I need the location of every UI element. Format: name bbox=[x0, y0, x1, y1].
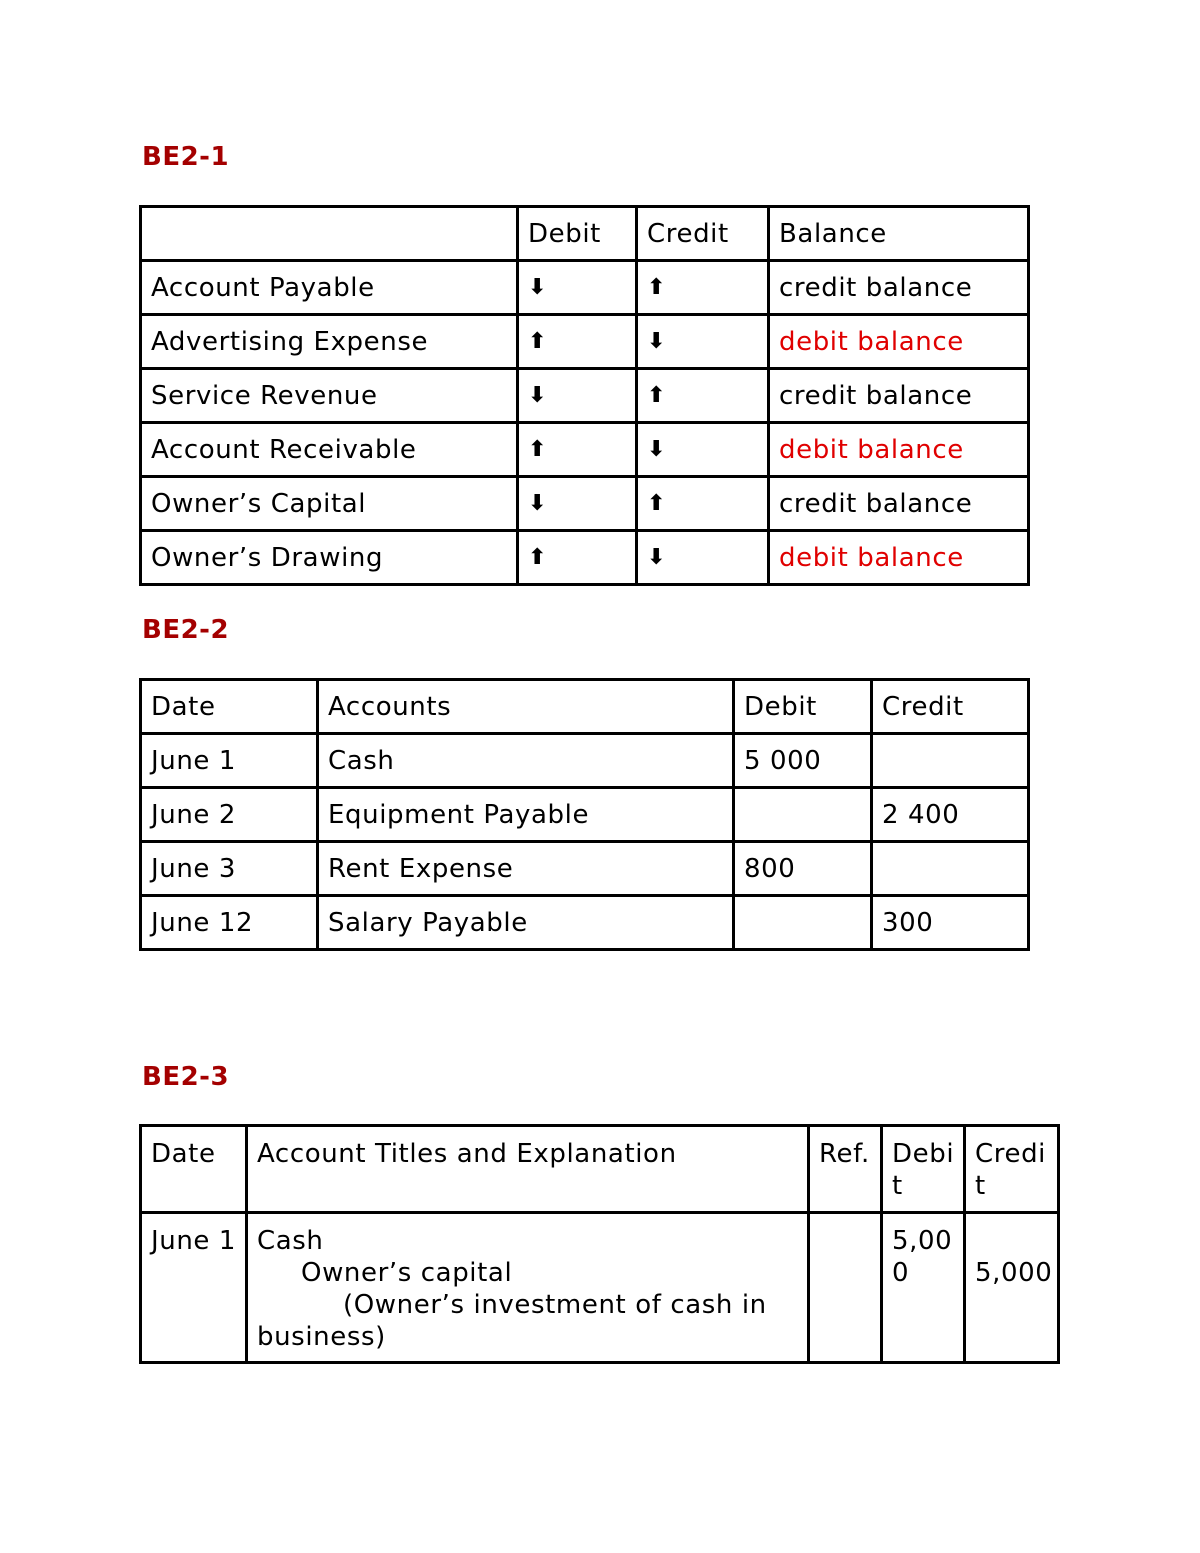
debit-cell bbox=[734, 896, 872, 950]
balance-cell: credit balance bbox=[769, 369, 1029, 423]
account-cell: Account Payable bbox=[141, 261, 518, 315]
table-row bbox=[141, 734, 1029, 788]
credit-cell: 2 400 bbox=[872, 788, 1029, 842]
header-cell-date: Date bbox=[141, 1126, 247, 1213]
table-row bbox=[141, 261, 1029, 315]
account-titles-cell bbox=[247, 1213, 809, 1363]
header-cell-blank bbox=[141, 207, 518, 261]
header-cell-accounts: Accounts bbox=[318, 680, 734, 734]
debit-cell: 5 000 bbox=[734, 734, 872, 788]
date-cell: June 2 bbox=[141, 788, 318, 842]
balance-cell: debit balance bbox=[769, 315, 1029, 369]
up-arrow-icon: ⬆ bbox=[637, 261, 769, 315]
account-cell: Account Receivable bbox=[141, 423, 518, 477]
table-row bbox=[141, 315, 1029, 369]
date-cell: June 1 bbox=[141, 1213, 247, 1363]
credit-cell bbox=[872, 734, 1029, 788]
down-arrow-icon: ⬇ bbox=[518, 261, 637, 315]
balance-cell: credit balance bbox=[769, 477, 1029, 531]
debit-cell: 800 bbox=[734, 842, 872, 896]
account-cell: Owner’s Capital bbox=[141, 477, 518, 531]
credit-account-line: Owner’s capital bbox=[301, 1258, 513, 1288]
header-cell-debit: Debit bbox=[882, 1126, 965, 1213]
table-row bbox=[141, 531, 1029, 585]
down-arrow-icon: ⬇ bbox=[518, 369, 637, 423]
table-be2-1 bbox=[139, 205, 1030, 586]
header-cell-credit: Credit bbox=[872, 680, 1029, 734]
table-be2-2 bbox=[139, 678, 1030, 951]
table-header-row bbox=[141, 207, 1029, 261]
header-cell-credit: Credit bbox=[637, 207, 769, 261]
table-row bbox=[141, 369, 1029, 423]
debit-cell bbox=[734, 788, 872, 842]
header-cell-date: Date bbox=[141, 680, 318, 734]
down-arrow-icon: ⬇ bbox=[637, 531, 769, 585]
account-cell: Service Revenue bbox=[141, 369, 518, 423]
account-cell: Rent Expense bbox=[318, 842, 734, 896]
up-arrow-icon: ⬆ bbox=[637, 477, 769, 531]
heading-be2-1: BE2-1 bbox=[142, 142, 230, 172]
up-arrow-icon: ⬆ bbox=[518, 315, 637, 369]
credit-cell: 5,000 bbox=[965, 1213, 1059, 1363]
down-arrow-icon: ⬇ bbox=[637, 423, 769, 477]
up-arrow-icon: ⬆ bbox=[518, 423, 637, 477]
header-cell-debit: Debit bbox=[734, 680, 872, 734]
explanation-line: (Owner’s investment of cash in business) bbox=[257, 1290, 767, 1352]
balance-cell: credit balance bbox=[769, 261, 1029, 315]
debit-cell: 5,000 bbox=[882, 1213, 965, 1363]
balance-cell: debit balance bbox=[769, 423, 1029, 477]
header-cell-credit: Credit bbox=[965, 1126, 1059, 1213]
debit-account-line: Cash bbox=[257, 1226, 324, 1256]
credit-cell bbox=[872, 842, 1029, 896]
account-cell: Equipment Payable bbox=[318, 788, 734, 842]
table-header-row bbox=[141, 1126, 1059, 1213]
table-header-row bbox=[141, 680, 1029, 734]
table-row bbox=[141, 477, 1029, 531]
up-arrow-icon: ⬆ bbox=[637, 369, 769, 423]
date-cell: June 3 bbox=[141, 842, 318, 896]
up-arrow-icon: ⬆ bbox=[518, 531, 637, 585]
table-row bbox=[141, 842, 1029, 896]
journal-entry-row bbox=[141, 1213, 1059, 1363]
header-cell-balance: Balance bbox=[769, 207, 1029, 261]
table-row bbox=[141, 423, 1029, 477]
account-cell: Salary Payable bbox=[318, 896, 734, 950]
header-cell-ref: Ref. bbox=[809, 1126, 882, 1213]
table-be2-3 bbox=[139, 1124, 1060, 1364]
heading-be2-2: BE2-2 bbox=[142, 615, 230, 645]
balance-cell: debit balance bbox=[769, 531, 1029, 585]
account-cell: Cash bbox=[318, 734, 734, 788]
table-row bbox=[141, 896, 1029, 950]
account-cell: Advertising Expense bbox=[141, 315, 518, 369]
date-cell: June 12 bbox=[141, 896, 318, 950]
down-arrow-icon: ⬇ bbox=[518, 477, 637, 531]
ref-cell bbox=[809, 1213, 882, 1363]
header-cell-account-titles: Account Titles and Explanation bbox=[247, 1126, 809, 1213]
header-cell-debit: Debit bbox=[518, 207, 637, 261]
account-cell: Owner’s Drawing bbox=[141, 531, 518, 585]
heading-be2-3: BE2-3 bbox=[142, 1062, 230, 1092]
table-row bbox=[141, 788, 1029, 842]
date-cell: June 1 bbox=[141, 734, 318, 788]
down-arrow-icon: ⬇ bbox=[637, 315, 769, 369]
credit-cell: 300 bbox=[872, 896, 1029, 950]
